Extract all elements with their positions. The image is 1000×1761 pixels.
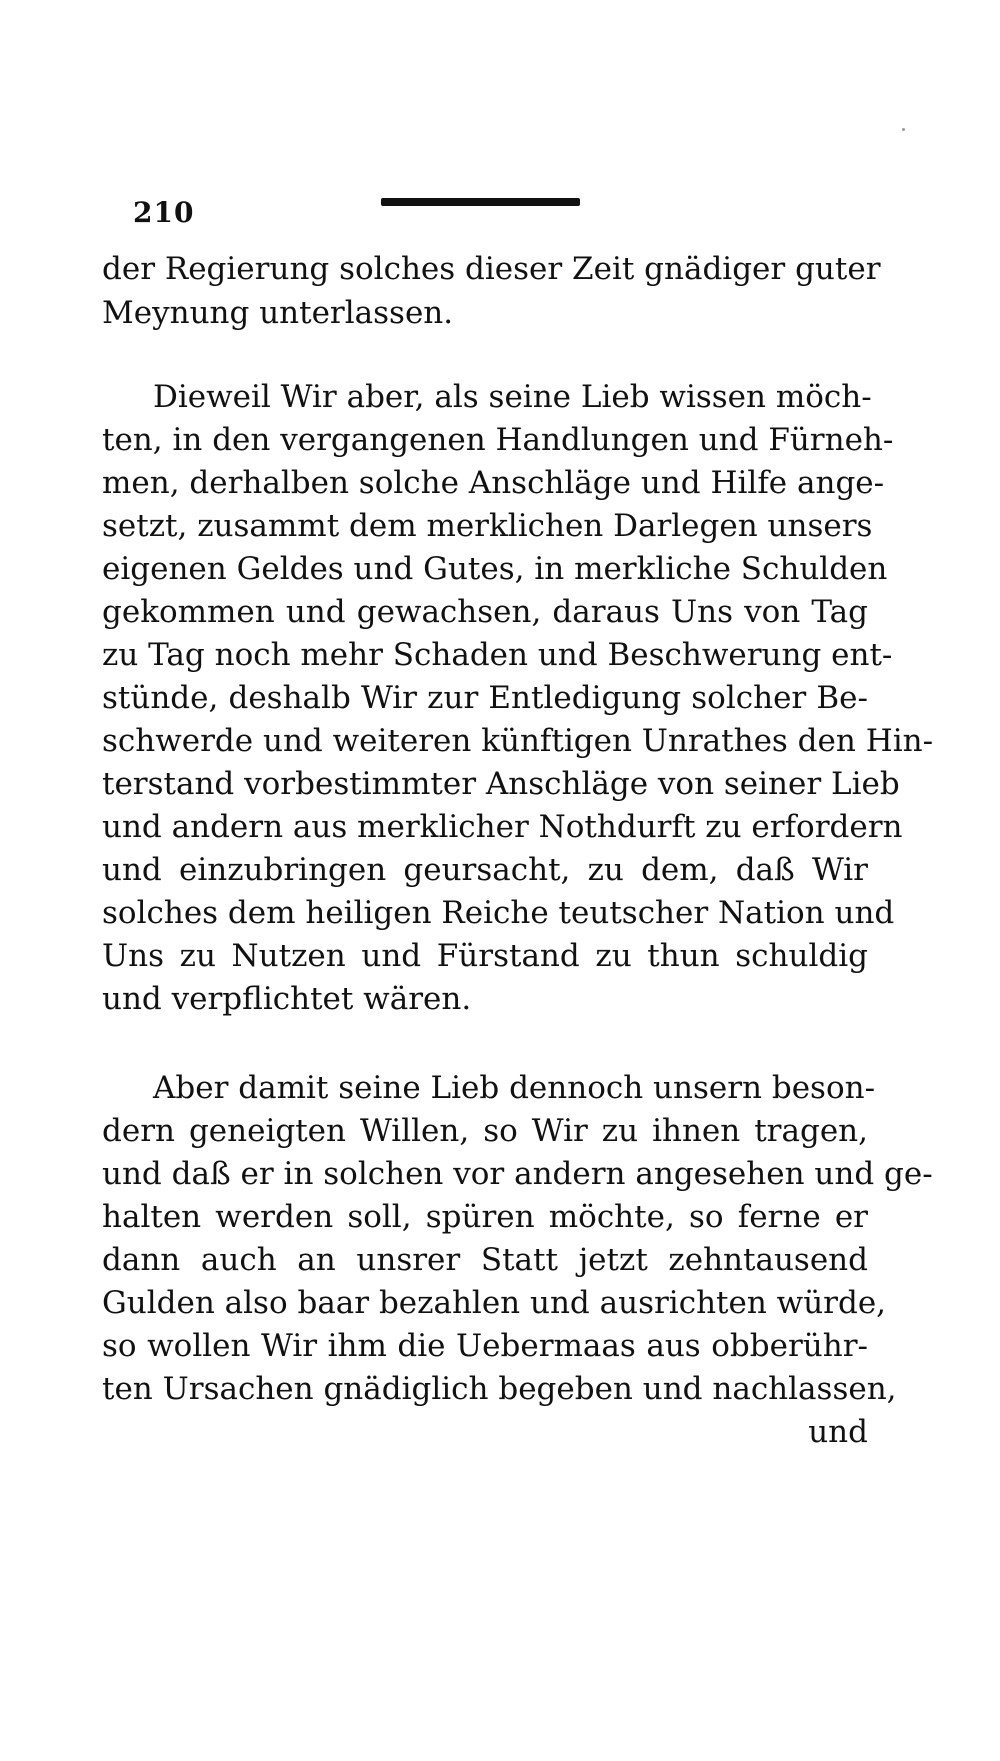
text-line: zu Tag noch mehr Schaden und Beschwerung ent- xyxy=(102,637,893,673)
text-line: so wollen Wir ihm die Uebermaas aus obberühr- xyxy=(102,1328,868,1364)
text-line: gekommen und gewachsen, daraus Uns von Tag xyxy=(102,594,868,630)
text-line: solches dem heiligen Reiche teutscher Nation und xyxy=(102,895,895,931)
text-line: terstand vorbestimmter Anschläge von seiner Lieb xyxy=(102,766,900,802)
text-line: Uns zu Nutzen und Fürstand zu thun schuldig xyxy=(102,938,868,974)
catchword: und xyxy=(808,1414,868,1450)
ink-speck xyxy=(902,128,905,131)
text-line: setzt, zusammt dem merklichen Darlegen unsers xyxy=(102,508,873,544)
text-line: Dieweil Wir aber, als seine Lieb wissen möch- xyxy=(153,379,872,415)
page-number: 210 xyxy=(133,196,195,229)
text-line: und einzubringen geursacht, zu dem, daß Wir xyxy=(102,852,868,888)
text-line: schwerde und weiteren künftigen Unrathes den Hin- xyxy=(102,723,934,759)
header-rule xyxy=(381,198,580,206)
text-line: dann auch an unsrer Statt jetzt zehntausend xyxy=(102,1242,868,1278)
text-line: men, derhalben solche Anschläge und Hilfe ange- xyxy=(102,465,885,501)
text-line: und daß er in solchen vor andern angesehen und ge- xyxy=(102,1156,933,1192)
text-line: dern geneigten Willen, so Wir zu ihnen tragen, xyxy=(102,1113,868,1149)
text-line: eigenen Geldes und Gutes, in merkliche Schulden xyxy=(102,551,888,587)
text-line: Meynung unterlassen. xyxy=(102,295,454,331)
text-line: ten, in den vergangenen Handlungen und Fürneh- xyxy=(102,422,894,458)
text-line: und verpflichtet wären. xyxy=(102,981,472,1017)
text-line: halten werden soll, spüren möchte, so ferne er xyxy=(102,1199,868,1235)
text-line: der Regierung solches dieser Zeit gnädiger guter xyxy=(102,251,881,287)
text-line: Aber damit seine Lieb dennoch unsern beson- xyxy=(153,1070,876,1106)
text-line: und andern aus merklicher Nothdurft zu erfordern xyxy=(102,809,903,845)
text-line: stünde, deshalb Wir zur Entledigung solcher Be- xyxy=(102,680,868,716)
text-line: ten Ursachen gnädiglich begeben und nachlassen, xyxy=(102,1371,897,1407)
text-line: Gulden also baar bezahlen und ausrichten würde, xyxy=(102,1285,887,1321)
